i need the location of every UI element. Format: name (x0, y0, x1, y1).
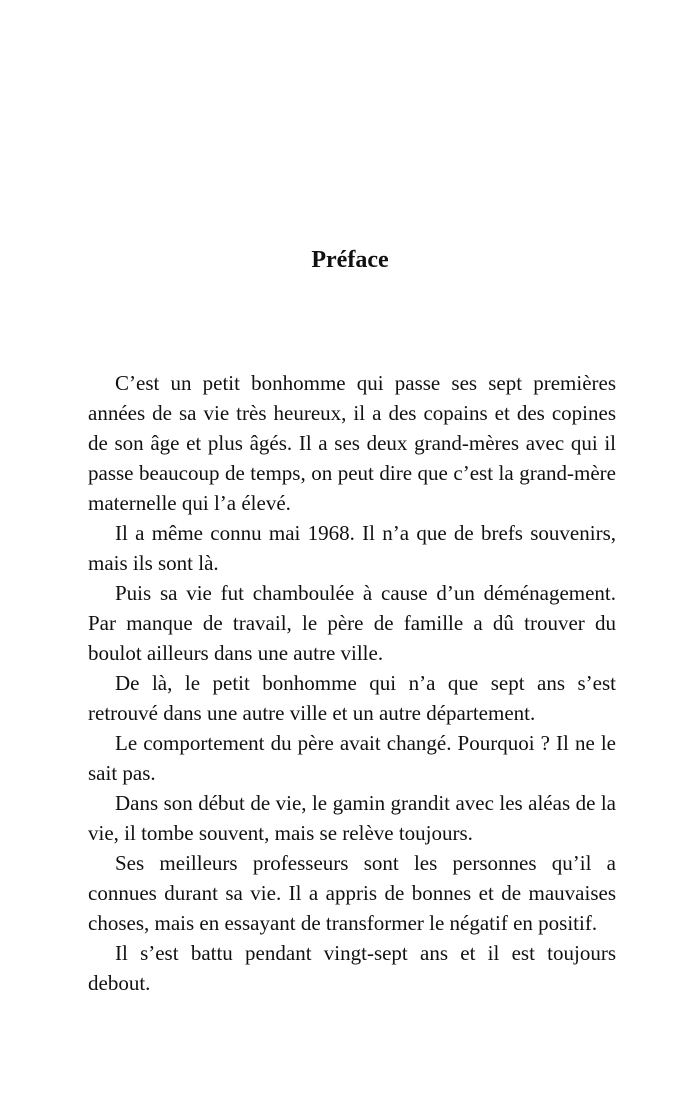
paragraph: Il s’est battu pendant vingt-sept ans et il est toujours debout. (88, 941, 616, 995)
paragraph: Dans son début de vie, le gamin grandit avec les aléas de la vie, il tombe souvent, mais se relève toujours. (88, 791, 616, 845)
paragraph: Puis sa vie fut chamboulée à cause d’un déménagement. Par manque de travail, le père de famille a dû trouver du boulot ailleurs dans une autre ville. (88, 581, 616, 665)
paragraph: C’est un petit bonhomme qui passe ses sept premières années de sa vie très heureux, il a des copains et des copines de son âge et plus âgés. Il a ses deux grand-mères avec qui il passe beaucoup de temps, on peut dire que c’est la grand-mère maternelle qui l’a élevé. (88, 371, 616, 515)
paragraph: Ses meilleurs professeurs sont les personnes qu’il a connues durant sa vie. Il a appris de bonnes et de mauvaises choses, mais en essayant de transformer le négatif en positif. (88, 851, 616, 935)
paragraph: Le comportement du père avait changé. Pourquoi ? Il ne le sait pas. (88, 731, 616, 785)
paragraph: De là, le petit bonhomme qui n’a que sept ans s’est retrouvé dans une autre ville et un autre département. (88, 671, 616, 725)
page-title: Préface (311, 247, 389, 273)
paragraph: Il a même connu mai 1968. Il n’a que de brefs souvenirs, mais ils sont là. (88, 521, 616, 575)
preface-body (88, 368, 616, 998)
